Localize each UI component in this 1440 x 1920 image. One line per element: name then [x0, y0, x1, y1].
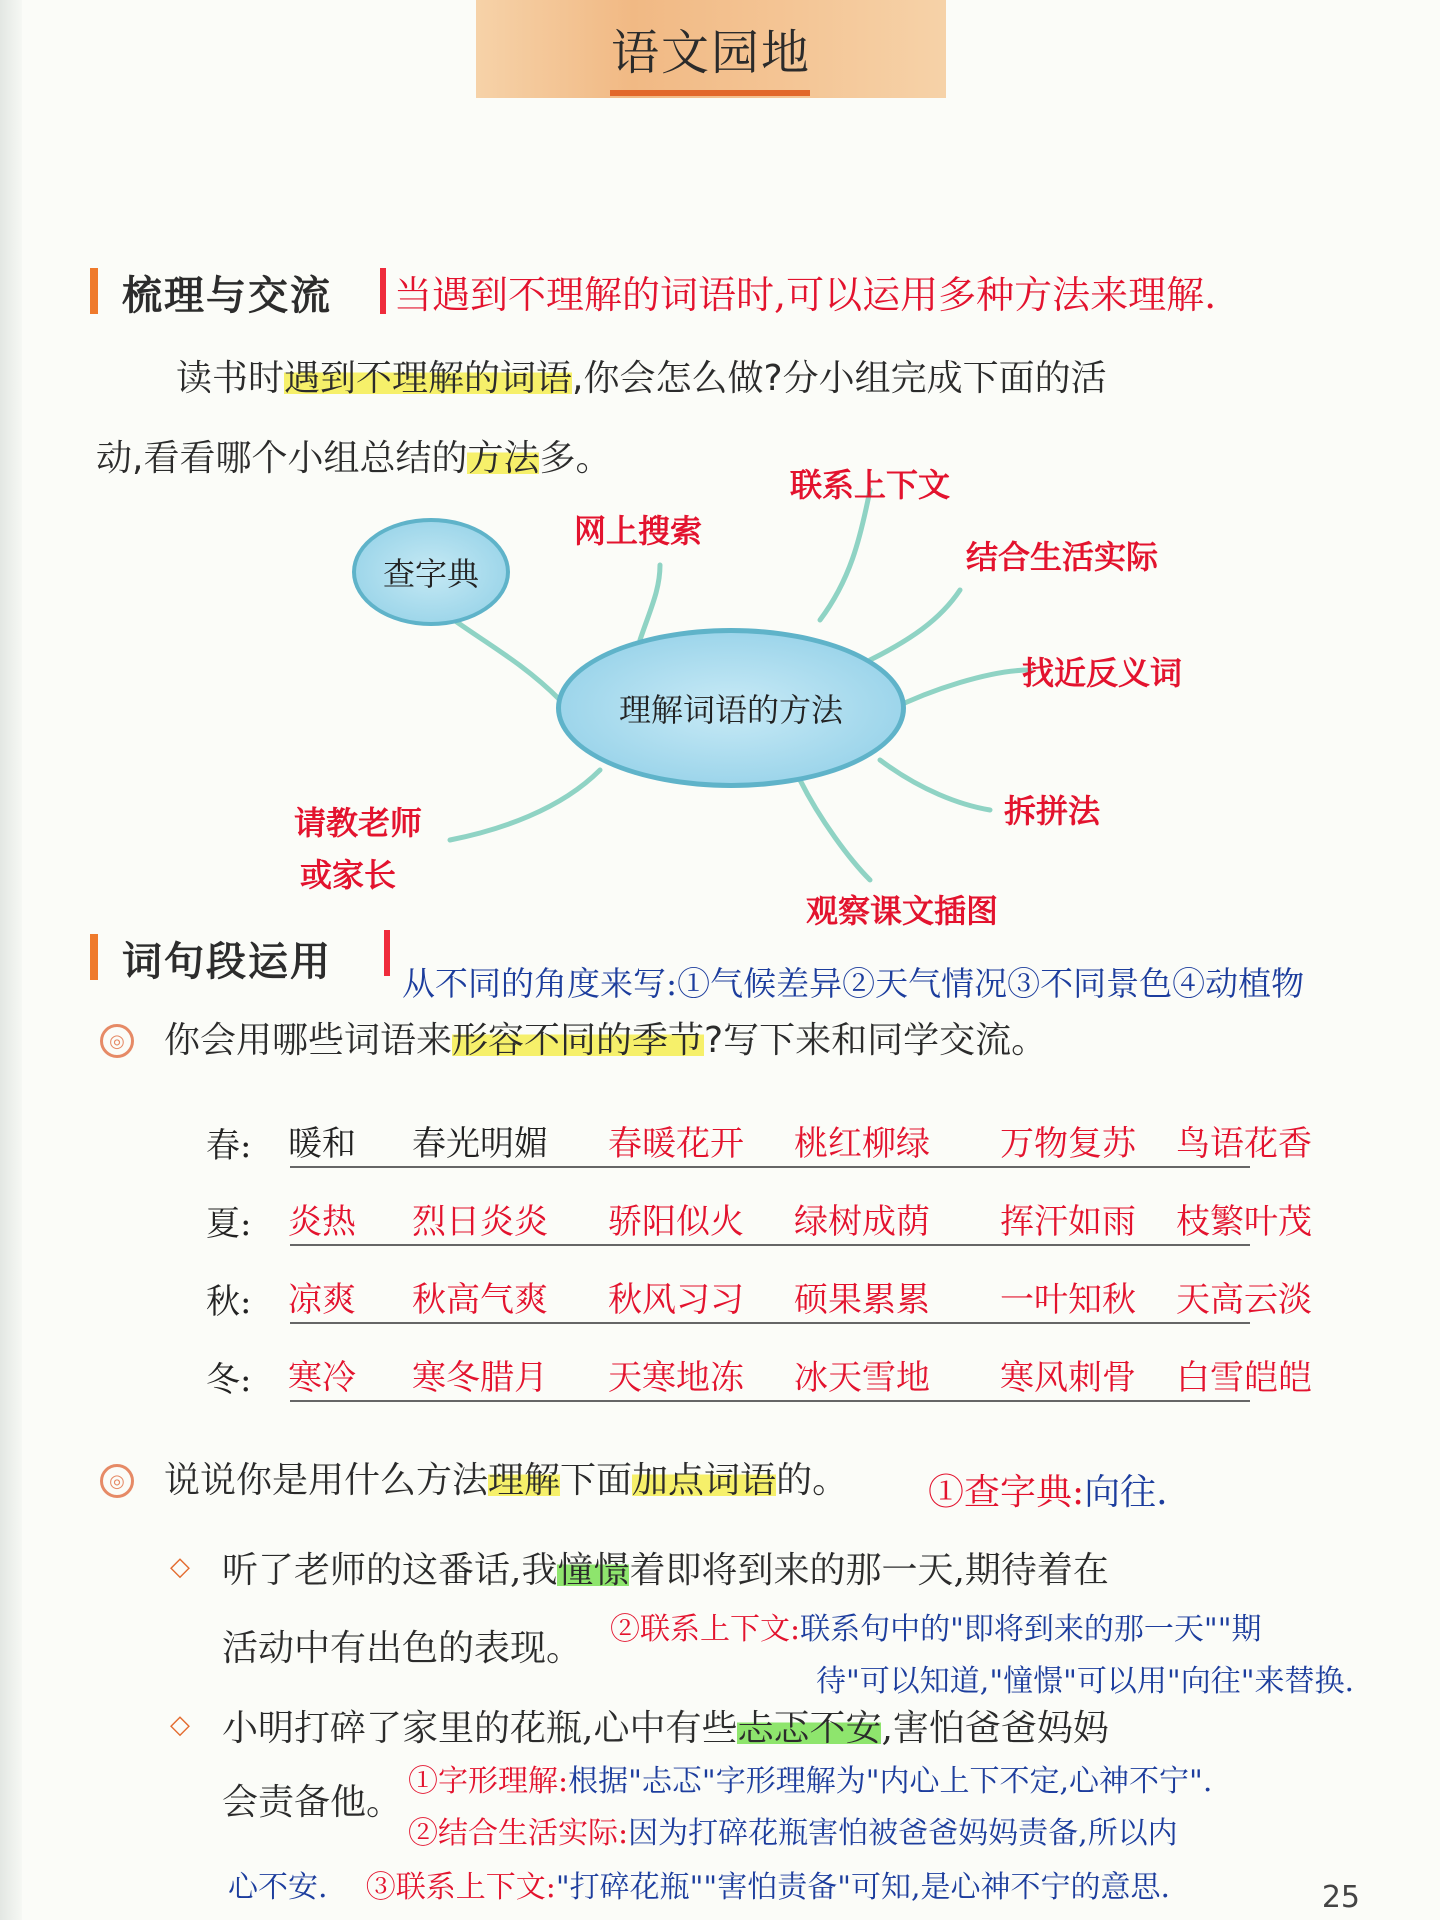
highlight: 方法	[467, 438, 540, 479]
written-word: 寒冷	[288, 1358, 356, 1398]
written-word: 春暖花开	[608, 1124, 744, 1164]
written-word: 枝繁叶茂	[1176, 1202, 1312, 1242]
page-number: 25	[1321, 1880, 1360, 1915]
label-split: 拆拼法	[1004, 792, 1101, 830]
written-word: 鸟语花香	[1176, 1124, 1312, 1164]
season-row-autumn	[206, 1262, 1316, 1332]
item1-line2: 活动中有出色的表现。	[222, 1628, 583, 1669]
text: 的。	[776, 1460, 849, 1501]
text: ?写下来和同学交流。	[704, 1020, 1048, 1061]
item1-line1	[222, 1530, 1109, 1612]
text: 小明打碎了家里的花瓶,心中有些	[222, 1708, 738, 1749]
branch-context	[820, 490, 870, 620]
note-blue: 根据"忐忑"字形理解为"内心上下不定,心神不宁".	[568, 1764, 1213, 1799]
text: 着即将到来的那一天,期待着在	[629, 1550, 1109, 1591]
label-synonym: 找近反义词	[1022, 654, 1183, 692]
label-search: 网上搜索	[574, 512, 703, 550]
item2-note3	[228, 1862, 1170, 1906]
written-word: 炎热	[288, 1202, 356, 1242]
highlight-word: 忐忑不安	[737, 1708, 882, 1749]
written-word: 烈日炎炎	[412, 1202, 548, 1242]
printed-word: 暖和	[288, 1124, 356, 1164]
note-blue: 向往.	[1084, 1472, 1168, 1513]
answer-line	[290, 1166, 1250, 1168]
item2-line2: 会责备他。	[222, 1782, 403, 1823]
question-bullet-icon: ◎	[100, 1464, 134, 1498]
note-red: ②结合生活实际:	[408, 1816, 629, 1851]
highlight: 形容不同的季节	[452, 1020, 705, 1061]
text: 听了老师的这番话,我	[222, 1550, 558, 1591]
note-red: ②联系上下文:	[610, 1612, 801, 1647]
written-word: 天寒地冻	[608, 1358, 744, 1398]
written-word: 骄阳似火	[608, 1202, 744, 1242]
section-title-summary: 梳理与交流	[122, 273, 332, 319]
answer-line	[290, 1400, 1250, 1402]
written-word: 寒冬腊月	[412, 1358, 548, 1398]
label-picture: 观察课文插图	[806, 892, 999, 930]
annotation-marker	[384, 930, 390, 976]
highlight: 加点词语	[632, 1460, 777, 1501]
written-word: 绿树成荫	[794, 1202, 930, 1242]
branch-life	[870, 590, 960, 660]
note-blue: 联系句中的"即将到来的那一天""期	[800, 1612, 1262, 1647]
highlight-word: 憧憬	[557, 1550, 630, 1591]
label-ask-line2: 或家长	[300, 856, 397, 894]
note-blue: "打碎花瓶""害怕责备"可知,是心神不宁的意思.	[555, 1870, 1171, 1905]
answer-line	[290, 1244, 1250, 1246]
written-word: 冰天雪地	[794, 1358, 930, 1398]
label-ask-line1: 请教老师	[294, 804, 423, 842]
written-word: 一叶知秋	[1000, 1280, 1136, 1320]
note-blue: 心不安.	[228, 1870, 328, 1905]
season-row-summer	[206, 1184, 1316, 1254]
branch-split	[880, 760, 990, 810]
highlight: 遇到不理解的词语	[284, 358, 573, 399]
item2-note2	[408, 1808, 1178, 1852]
written-word: 秋高气爽	[412, 1280, 548, 1320]
section-marker	[90, 934, 98, 980]
branch-search	[640, 565, 660, 640]
handwritten-annotation: 从不同的角度来写:①气候差异②天气情况③不同景色④动植物	[402, 964, 1305, 1003]
text: 下面	[560, 1460, 633, 1501]
method-note	[928, 1464, 1168, 1515]
node-dictionary: 查字典	[352, 518, 510, 626]
page-title: 语文园地	[610, 25, 811, 81]
note-blue: 因为打碎花瓶害怕被爸爸妈妈责备,所以内	[628, 1816, 1178, 1851]
written-word: 白雪皑皑	[1176, 1358, 1312, 1398]
highlight: 理解	[488, 1460, 561, 1501]
item1-note-cont: 待"可以知道,"憧憬"可以用"向往"来替换.	[816, 1664, 1355, 1699]
note-red: ①字形理解:	[408, 1764, 569, 1799]
written-word: 硕果累累	[794, 1280, 930, 1320]
written-word: 万物复苏	[1000, 1124, 1136, 1164]
season-label: 夏:	[206, 1204, 252, 1244]
item1-note	[610, 1604, 1262, 1648]
question-methods	[164, 1440, 848, 1522]
diamond-bullet-icon: ◇	[170, 1552, 190, 1582]
text: 多。	[539, 438, 612, 479]
note-red: ①查字典:	[928, 1472, 1085, 1513]
written-word: 秋风习习	[608, 1280, 744, 1320]
written-word: 天高云淡	[1176, 1280, 1312, 1320]
season-label: 冬:	[206, 1360, 252, 1400]
note-red: ③联系上下文:	[365, 1870, 556, 1905]
branch-picture	[800, 780, 870, 880]
diamond-bullet-icon: ◇	[170, 1710, 190, 1740]
written-word: 桃红柳绿	[794, 1124, 930, 1164]
question-seasons	[164, 1000, 1047, 1082]
branch-synonym	[890, 670, 1030, 710]
question-bullet-icon: ◎	[100, 1024, 134, 1058]
branch-ask	[450, 770, 600, 840]
text: ,你会怎么做?分小组完成下面的活	[572, 358, 1107, 399]
written-word: 寒风刺骨	[1000, 1358, 1136, 1398]
season-label: 春:	[206, 1126, 252, 1166]
section-title-usage: 词句段运用	[122, 939, 332, 985]
answer-line	[290, 1322, 1250, 1324]
text: 说说你是用什么方法	[164, 1460, 489, 1501]
written-word: 挥汗如雨	[1000, 1202, 1136, 1242]
text: 读书时	[176, 358, 285, 399]
printed-word: 春光明媚	[412, 1124, 548, 1164]
label-context: 联系上下文	[790, 466, 951, 504]
branch-dict	[440, 610, 560, 700]
text: 你会用哪些词语来	[164, 1020, 453, 1061]
text: 动,看看哪个小组总结的	[96, 438, 468, 479]
node-center: 理解词语的方法	[556, 628, 906, 788]
season-row-spring	[206, 1106, 1316, 1176]
season-label: 秋:	[206, 1282, 252, 1322]
text: ,害怕爸爸妈妈	[881, 1708, 1109, 1749]
season-row-winter	[206, 1340, 1316, 1410]
label-life: 结合生活实际	[966, 538, 1159, 576]
written-word: 凉爽	[288, 1280, 356, 1320]
handwritten-annotation: 当遇到不理解的词语时,可以运用多种方法来理解.	[394, 273, 1217, 317]
item2-note1	[408, 1756, 1212, 1800]
